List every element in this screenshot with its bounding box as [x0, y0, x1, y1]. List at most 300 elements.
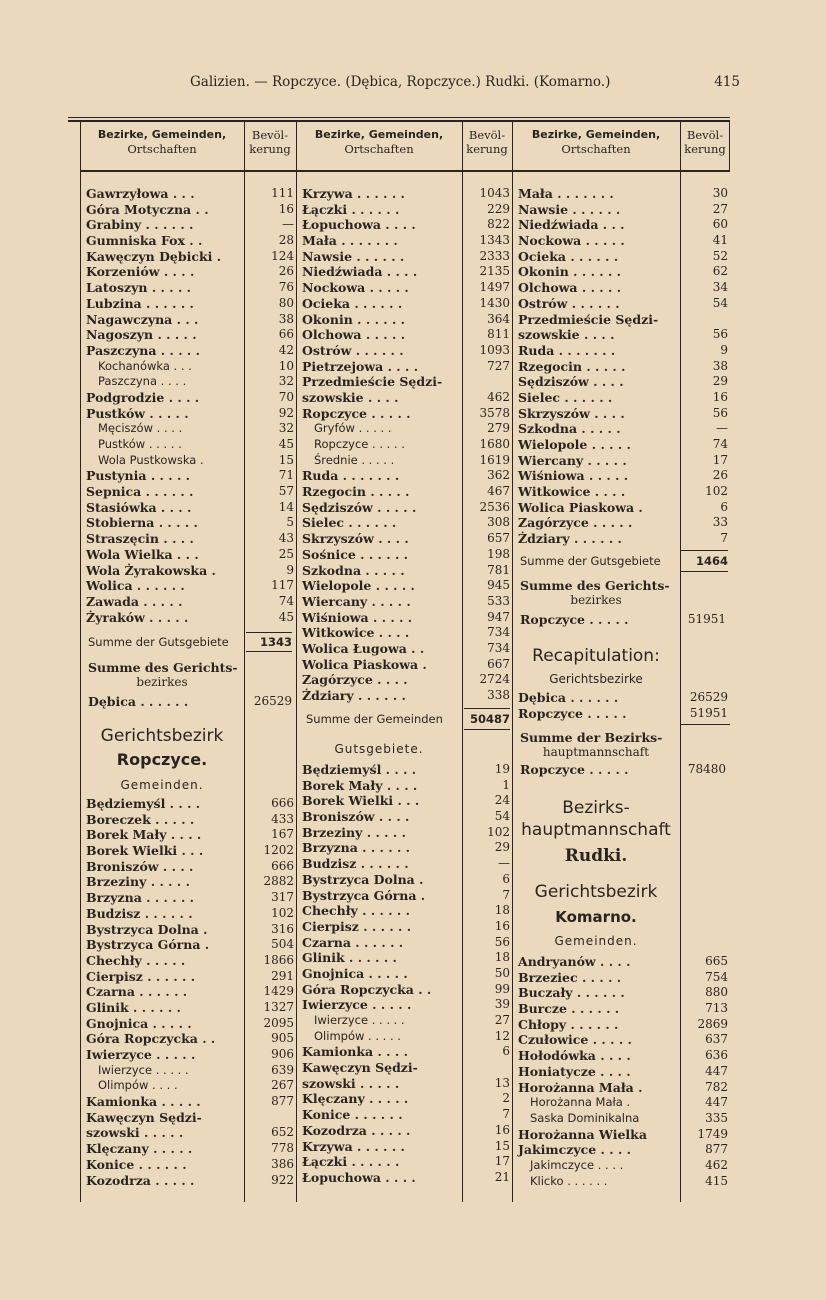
col1b-list — [80, 796, 296, 1188]
population-value: 734 — [487, 640, 510, 655]
population-value: 906 — [271, 1047, 294, 1061]
place-name: Będziemyśl . . . . — [86, 796, 201, 811]
table-row — [512, 1032, 730, 1048]
table-row — [512, 1048, 730, 1064]
place-name: Brzeziec . . . . . — [518, 969, 622, 985]
place-name: Ocieka . . . . . . — [518, 248, 619, 264]
place-name: Horożanna Mała . — [518, 1079, 643, 1095]
sum-gerichtsbezirk-debica: Summe des Gerichts- bezirkes Dębica . . . . . . 26529 — [88, 660, 292, 709]
population-value: 2869 — [697, 1016, 728, 1031]
population-value: 15 — [278, 452, 294, 467]
place-name: Krzywa . . . . . . — [302, 186, 405, 201]
place-name: Łopuchowa . . . . — [302, 1169, 416, 1185]
table-row — [296, 343, 512, 359]
table-row — [296, 1029, 512, 1045]
place-name: szowskie . . . . — [302, 389, 399, 405]
place-name: Okonin . . . . . . — [302, 311, 406, 327]
place-name: Przedmieście Sędzi- — [518, 311, 659, 327]
table-row — [296, 778, 512, 794]
table-row — [80, 453, 296, 469]
place-name: Olimpów . . . . . — [314, 1028, 401, 1043]
table-row — [512, 406, 730, 422]
table-row — [296, 657, 512, 673]
place-name: Krzywa . . . . . . — [302, 1138, 405, 1154]
table-row — [80, 1141, 296, 1157]
population-value: 1497 — [479, 280, 510, 295]
place-name: Borek Wielki . . . — [302, 793, 420, 809]
place-name: Wiercany . . . . . — [302, 593, 411, 609]
population-value: 2095 — [263, 1015, 294, 1030]
place-name: Ruda . . . . . . . — [518, 342, 616, 358]
population-value: — — [498, 856, 510, 871]
table-row — [80, 468, 296, 484]
population-value: 56 — [712, 327, 728, 342]
place-name: Przedmieście Sędzi- — [302, 374, 443, 390]
table-row — [80, 547, 296, 563]
population-value: 111 — [271, 186, 294, 200]
table-row — [512, 327, 730, 343]
table-row — [296, 672, 512, 688]
col-header-name: Bezirke, Gemeinden, Ortschaften — [531, 128, 661, 156]
population-value: 45 — [278, 437, 294, 451]
top-rule — [68, 117, 730, 118]
place-name: Podgrodzie . . . . — [86, 389, 200, 405]
table-row — [296, 625, 512, 641]
col-header-pop: Bevöl- kerung — [249, 128, 291, 156]
place-name: Wiercany . . . . . — [518, 452, 627, 468]
population-value: 447 — [705, 1095, 728, 1110]
population-value: 781 — [487, 562, 510, 577]
table-row — [80, 202, 296, 218]
table-row — [296, 610, 512, 626]
table-row — [296, 578, 512, 594]
table-row — [80, 1047, 296, 1063]
table-row — [512, 1017, 730, 1033]
population-value: 1327 — [263, 999, 294, 1014]
place-name: Nawsie . . . . . . — [302, 248, 405, 264]
place-name: Ostrów . . . . . . — [518, 295, 620, 311]
place-name: Sędziszów . . . . — [518, 374, 624, 390]
population-value: 880 — [705, 985, 728, 1000]
population-value: 26 — [278, 264, 294, 279]
place-name: Bystrzyca Górna . — [86, 937, 210, 953]
table-row — [80, 610, 296, 626]
table-row — [80, 796, 296, 812]
population-value: 24 — [494, 793, 510, 808]
column-3 — [512, 122, 730, 1202]
population-value: 7 — [720, 531, 728, 546]
population-value: 54 — [494, 809, 510, 824]
table-row — [296, 390, 512, 406]
table-row — [296, 888, 512, 904]
place-name: Szkodna . . . . . — [302, 562, 405, 578]
table-row — [80, 563, 296, 579]
place-name: Klęczany . . . . . — [86, 1141, 193, 1157]
population-value: 666 — [271, 796, 294, 810]
table-row — [512, 1158, 730, 1174]
population-value: 362 — [487, 468, 510, 483]
population-value: 2333 — [479, 248, 510, 263]
population-value: 71 — [278, 468, 294, 483]
population-value: 666 — [271, 858, 294, 873]
place-name: Sielec . . . . . . — [302, 515, 397, 531]
table-row — [296, 840, 512, 856]
table-row — [80, 186, 296, 202]
population-value: 26 — [712, 468, 728, 483]
sum-gutsgebiete-row: Summe der Gutsgebiete 1464 — [512, 550, 730, 572]
place-name: Grabiny . . . . . . — [86, 217, 194, 233]
table-row — [296, 856, 512, 872]
table-row — [296, 296, 512, 312]
table-row — [512, 500, 730, 516]
col3-list — [512, 186, 730, 547]
place-name: Wielopole . . . . . — [302, 578, 415, 594]
table-row — [80, 922, 296, 938]
table-row — [80, 1063, 296, 1079]
place-name: Konice . . . . . . — [302, 1107, 403, 1123]
population-value: 657 — [487, 531, 510, 546]
table-row — [296, 1044, 512, 1060]
table-row — [80, 578, 296, 594]
place-name: Chechły . . . . . — [86, 952, 186, 968]
population-value: 1343 — [479, 233, 510, 248]
population-value: 198 — [487, 546, 510, 561]
place-name: Klicko . . . . . . — [530, 1173, 608, 1188]
place-name: Sepnica . . . . . . — [86, 484, 194, 500]
recap-row: Ropczyce . . . . . 51951 — [518, 706, 728, 721]
place-name: Sośnice . . . . . . — [302, 546, 409, 562]
place-name: Niedźwiada . . . . — [302, 264, 418, 280]
population-value: 1680 — [479, 437, 510, 451]
place-name: Mała . . . . . . . — [302, 233, 398, 249]
table-row — [296, 359, 512, 375]
table-row — [80, 249, 296, 265]
population-value: 56 — [712, 405, 728, 420]
population-value: 462 — [487, 389, 510, 404]
place-name: Czarna . . . . . . — [86, 984, 188, 1000]
table-row — [296, 935, 512, 951]
place-name: Cierpisz . . . . . . — [86, 968, 196, 984]
place-name: Glinik . . . . . . — [86, 999, 181, 1015]
table-row — [80, 969, 296, 985]
population-value: 124 — [271, 248, 294, 263]
population-value: 1202 — [263, 843, 294, 858]
place-name: Paszczyna . . . . . — [86, 342, 200, 358]
place-name: Wolica Piaskowa . — [518, 499, 643, 515]
place-name: Nagawczyna . . . — [86, 311, 199, 327]
place-name: Gryfów . . . . . — [314, 421, 392, 436]
table-row — [296, 982, 512, 998]
table-row — [296, 547, 512, 563]
place-name: Olimpów . . . . — [98, 1078, 178, 1093]
table-row — [80, 1094, 296, 1110]
population-value: 6 — [502, 1044, 510, 1059]
population-value: 1093 — [479, 342, 510, 357]
table-row — [80, 343, 296, 359]
table-row — [80, 312, 296, 328]
place-name: Wielopole . . . . . — [518, 437, 631, 452]
table-row — [512, 1064, 730, 1080]
place-name: Latoszyn . . . . . — [86, 280, 192, 296]
population-value: 335 — [705, 1110, 728, 1125]
table-row — [80, 594, 296, 610]
place-name: Buczały . . . . . . — [518, 985, 625, 1001]
population-value: 6 — [502, 871, 510, 886]
population-value: 117 — [271, 578, 294, 593]
table-row — [512, 343, 730, 359]
table-row — [512, 374, 730, 390]
table-row — [296, 421, 512, 437]
table-row — [80, 843, 296, 859]
table-row — [296, 468, 512, 484]
place-name: Sielec . . . . . . — [518, 389, 613, 405]
population-value: 1619 — [479, 452, 510, 467]
table-row — [80, 1016, 296, 1032]
page-number: 415 — [714, 74, 740, 90]
population-value: 782 — [705, 1079, 728, 1094]
population-value: 14 — [278, 499, 294, 514]
table-row — [296, 500, 512, 516]
population-value: 28 — [278, 233, 294, 248]
population-value: 16 — [712, 389, 728, 404]
population-value: 102 — [487, 824, 510, 839]
population-value: 1043 — [479, 186, 510, 200]
table-row — [512, 296, 730, 312]
table-row — [512, 312, 730, 328]
table-row — [296, 641, 512, 657]
population-value: 92 — [278, 405, 294, 420]
table-row — [512, 390, 730, 406]
population-value: 338 — [487, 688, 510, 702]
place-name: Nockowa . . . . . — [518, 233, 625, 249]
population-value: 713 — [705, 1001, 728, 1016]
place-name: Wolica Ługowa . . — [302, 640, 425, 656]
population-value: 60 — [712, 217, 728, 232]
population-value: 57 — [278, 484, 294, 499]
population-value: 17 — [712, 452, 728, 467]
table-row — [80, 531, 296, 547]
population-value: 54 — [712, 295, 728, 310]
place-name: Korzeniów . . . . — [86, 264, 195, 280]
place-name: Szkodna . . . . . — [518, 421, 621, 437]
place-name: Iwierzyce . . . . . — [314, 1013, 405, 1027]
table-row — [80, 374, 296, 390]
table-row — [296, 872, 512, 888]
population-value: 945 — [487, 578, 510, 593]
table-row — [512, 233, 730, 249]
place-name: Honiatycze . . . . — [518, 1063, 631, 1079]
place-name: Niedźwiada . . . — [518, 217, 625, 233]
population-value: 1429 — [263, 984, 294, 999]
population-value: 12 — [494, 1028, 510, 1043]
population-value: 2536 — [479, 499, 510, 514]
table-row — [80, 827, 296, 843]
table-row — [512, 468, 730, 484]
place-name: Skrzyszów . . . . — [518, 405, 625, 421]
place-name: Glinik . . . . . . — [302, 950, 397, 966]
table-row — [296, 1123, 512, 1139]
table-row — [80, 1031, 296, 1047]
place-name: Bystrzyca Dolna . — [86, 921, 208, 937]
place-name: Broniszów . . . . — [302, 809, 410, 825]
table-row — [80, 296, 296, 312]
table-row — [296, 1154, 512, 1170]
place-name: Broniszów . . . . — [86, 858, 194, 874]
col3b-list — [512, 954, 730, 1189]
population-value: 2 — [502, 1091, 510, 1106]
place-name: Góra Ropczycka . . — [86, 1031, 216, 1047]
place-name: Wiśniowa . . . . . — [302, 609, 413, 625]
population-value: 316 — [271, 921, 294, 936]
table-row — [512, 359, 730, 375]
population-value: 533 — [487, 593, 510, 608]
table-row — [80, 1173, 296, 1189]
population-value: 102 — [705, 484, 728, 499]
place-name: Borek Wielki . . . — [86, 843, 204, 859]
table-row — [296, 327, 512, 343]
population-value: 3578 — [479, 405, 510, 420]
place-name: Sędziszów . . . . . — [302, 499, 417, 515]
place-name: Łączki . . . . . . — [302, 1154, 400, 1170]
population-value: 778 — [271, 1141, 294, 1156]
place-name: Witkowice . . . . — [302, 625, 410, 641]
table-row — [80, 217, 296, 233]
table-row — [296, 515, 512, 531]
table-row — [296, 825, 512, 841]
population-value: 18 — [494, 903, 510, 918]
population-value: 665 — [705, 954, 728, 968]
place-name: Boreczek . . . . . — [86, 811, 195, 827]
table-row — [296, 453, 512, 469]
population-value: 18 — [494, 950, 510, 965]
sum-gemeinden-row: Summe der Gemeinden 50487 — [296, 708, 512, 730]
population-value: 1 — [502, 777, 510, 792]
place-name: Okonin . . . . . . — [518, 264, 622, 280]
recap-row: Dębica . . . . . . 26529 — [518, 690, 728, 705]
population-value: 822 — [487, 217, 510, 232]
place-name: Bystrzyca Dolna . — [302, 871, 424, 887]
table-row — [296, 312, 512, 328]
population-value: 229 — [487, 201, 510, 216]
population-value: 27 — [712, 201, 728, 216]
place-name: Jakimczyce . . . . — [530, 1157, 624, 1172]
population-value: 462 — [705, 1157, 728, 1172]
place-name: Stasiówka . . . . — [86, 499, 192, 515]
place-name: Jakimczyce . . . . — [518, 1142, 632, 1158]
table-row — [296, 1060, 512, 1076]
table-row — [512, 202, 730, 218]
table-row — [296, 966, 512, 982]
population-value: 102 — [271, 905, 294, 920]
table-row — [512, 531, 730, 547]
population-value: 415 — [705, 1173, 728, 1188]
population-value: 6 — [720, 499, 728, 514]
place-name: Brzyzna . . . . . . — [302, 840, 411, 856]
place-name: Straszęcin . . . . — [86, 531, 194, 547]
place-name: Chechły . . . . . . — [302, 903, 410, 919]
table-row — [512, 954, 730, 970]
col2-list — [296, 186, 512, 704]
table-row — [80, 437, 296, 453]
place-name: Pustków . . . . . — [86, 405, 189, 421]
table-row — [80, 264, 296, 280]
table-row — [80, 890, 296, 906]
place-name: Będziemyśl . . . . — [302, 762, 417, 777]
place-name: Borek Mały . . . . — [302, 777, 418, 793]
population-value: 62 — [712, 264, 728, 279]
population-value: 279 — [487, 421, 510, 436]
table-row — [80, 1125, 296, 1141]
table-row — [296, 1107, 512, 1123]
table-row — [80, 406, 296, 422]
place-name: Witkowice . . . . — [518, 484, 626, 500]
recapitulation-block: Recapitulation: Gerichtsbezirke Dębica . . . . . . 26529 Ropczyce . . . . . 51951 — [512, 644, 730, 734]
col-header-pop: Bevöl- kerung — [684, 128, 726, 156]
population-value: 9 — [720, 342, 728, 357]
column-1 — [80, 122, 296, 1202]
population-value: 2135 — [479, 264, 510, 279]
population-value: — — [716, 421, 728, 436]
population-value: 38 — [712, 358, 728, 373]
population-table — [80, 122, 730, 1202]
table-row — [80, 1000, 296, 1016]
place-name: Gnojnica . . . . . — [86, 1015, 192, 1031]
table-row — [296, 202, 512, 218]
place-name: Męciszów . . . . — [98, 421, 183, 436]
population-value: 45 — [278, 609, 294, 624]
running-title: Galizien. — Ropczyce. (Dębica, Ropczyce.) Rudki. (Komarno.) — [190, 74, 611, 90]
place-name: Chłopy . . . . . . — [518, 1016, 619, 1032]
place-name: Konice . . . . . . — [86, 1156, 187, 1172]
place-name: Zagórzyce . . . . — [302, 672, 408, 688]
table-row — [80, 390, 296, 406]
table-row — [512, 217, 730, 233]
table-row — [512, 1142, 730, 1158]
table-row — [296, 531, 512, 547]
population-value: 467 — [487, 484, 510, 499]
population-value: 877 — [271, 1094, 294, 1109]
population-value: 7 — [502, 887, 510, 902]
table-row — [512, 515, 730, 531]
col-header-pop: Bevöl- kerung — [466, 128, 508, 156]
table-row — [296, 484, 512, 500]
table-row — [80, 1110, 296, 1126]
place-name: Góra Ropczycka . . — [302, 981, 432, 997]
population-value: 74 — [278, 593, 294, 608]
place-name: Pietrzejowa . . . . — [302, 358, 419, 374]
table-row — [512, 421, 730, 437]
table-row — [512, 1127, 730, 1143]
population-value: 2724 — [479, 672, 510, 687]
table-row — [512, 264, 730, 280]
table-row — [512, 1001, 730, 1017]
place-name: Paszczyna . . . . — [98, 374, 187, 389]
population-value: 16 — [494, 1122, 510, 1137]
table-row — [80, 874, 296, 890]
table-row — [296, 793, 512, 809]
place-name: Burcze . . . . . . — [518, 1001, 620, 1017]
table-row — [296, 264, 512, 280]
col-header-name: Bezirke, Gemeinden, Ortschaften — [97, 128, 227, 156]
population-value: 38 — [278, 311, 294, 326]
place-name: Cierpisz . . . . . . — [302, 918, 412, 934]
place-name: Żyraków . . . . . — [86, 609, 189, 625]
table-row — [296, 919, 512, 935]
place-name: Olchowa . . . . . — [518, 280, 622, 296]
table-row — [80, 421, 296, 437]
population-value: 447 — [705, 1063, 728, 1078]
table-row — [512, 1174, 730, 1190]
